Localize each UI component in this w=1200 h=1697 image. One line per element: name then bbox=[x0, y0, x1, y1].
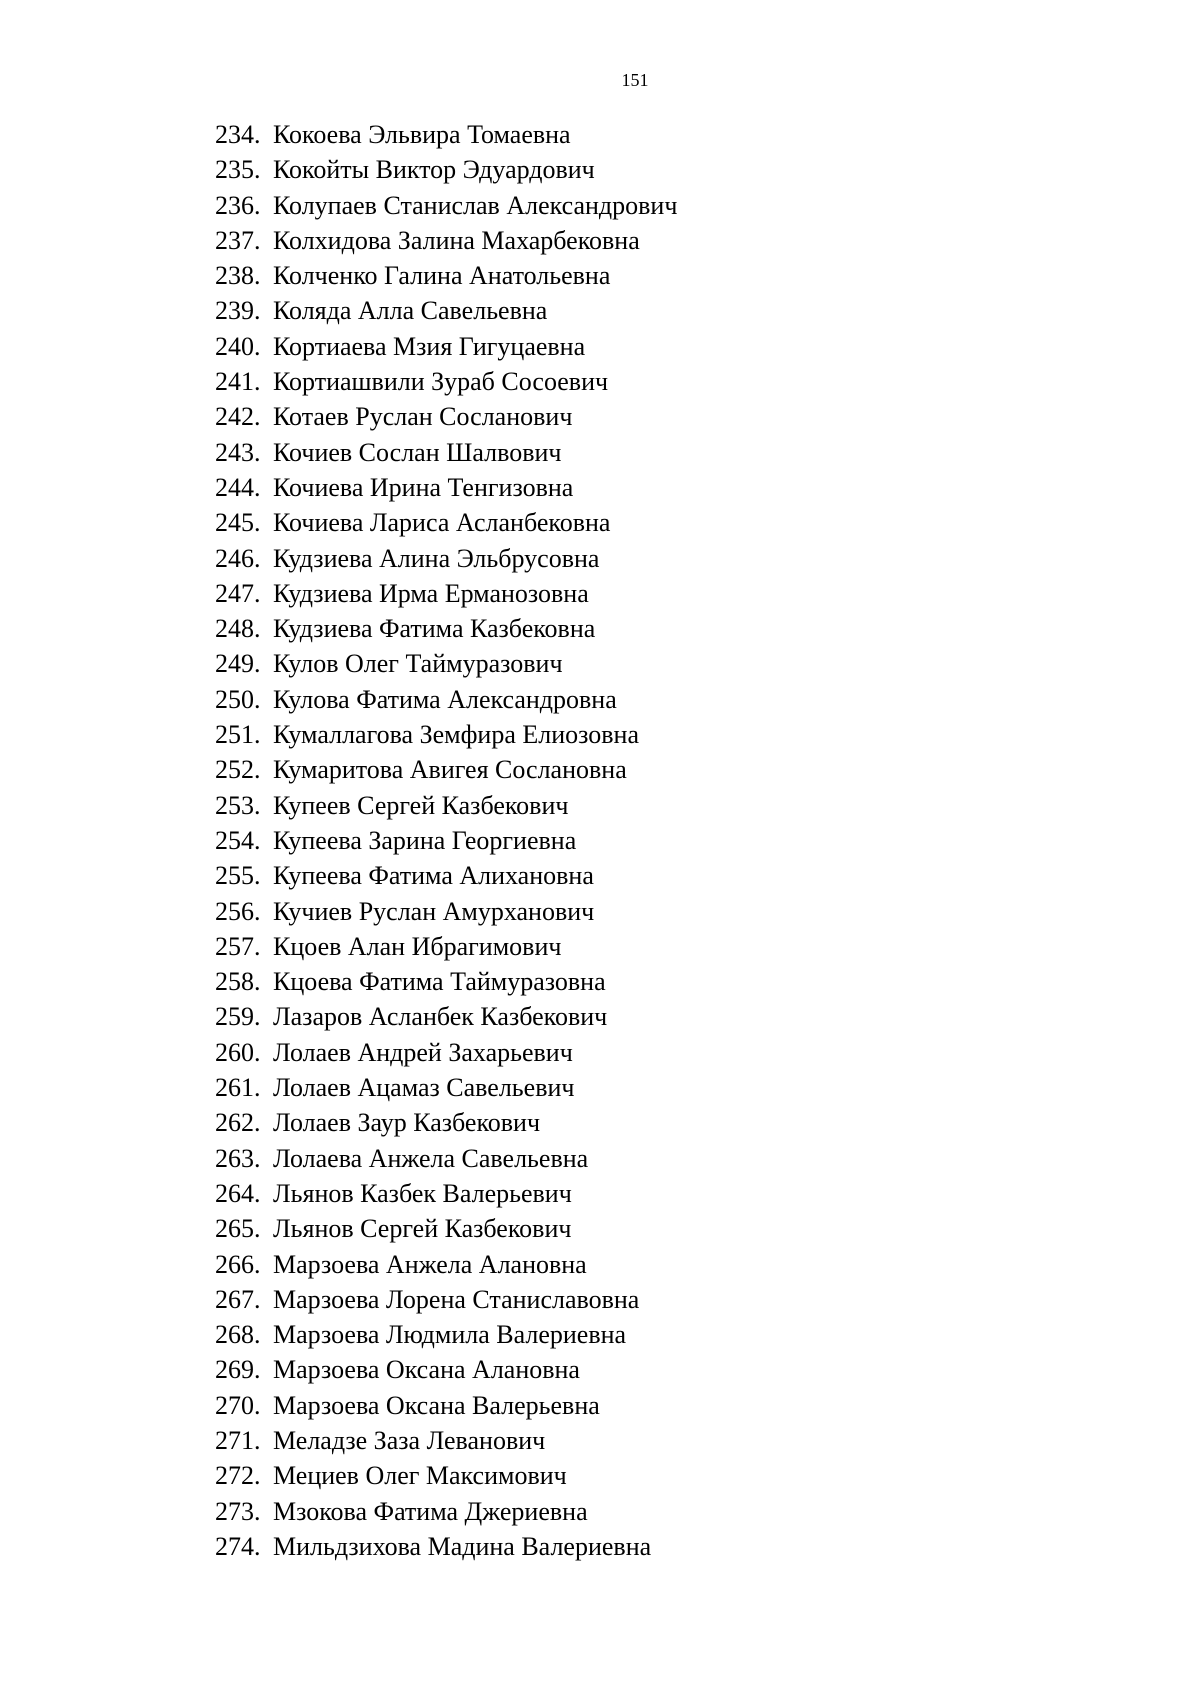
item-number: 245. bbox=[215, 508, 261, 538]
list-item bbox=[215, 646, 677, 681]
person-name: Кудзиева Алина Эльбрусовна bbox=[273, 543, 600, 573]
person-name: Котаев Руслан Сосланович bbox=[273, 402, 573, 432]
person-name: Кудзиева Фатима Казбековна bbox=[273, 614, 596, 644]
item-number: 274. bbox=[215, 1531, 261, 1561]
list-item bbox=[215, 117, 677, 152]
item-number: 264. bbox=[215, 1178, 261, 1208]
list-item bbox=[215, 1176, 677, 1211]
item-number: 262. bbox=[215, 1108, 261, 1138]
person-name: Марзоева Анжела Алановна bbox=[273, 1249, 587, 1279]
list-item bbox=[215, 611, 677, 646]
item-number: 265. bbox=[215, 1214, 261, 1244]
list-item bbox=[215, 1388, 677, 1423]
item-number: 267. bbox=[215, 1284, 261, 1314]
item-number: 249. bbox=[215, 649, 261, 679]
list-item bbox=[215, 541, 677, 576]
person-name: Колхидова Залина Махарбековна bbox=[273, 225, 640, 255]
list-item bbox=[215, 682, 677, 717]
list-item bbox=[215, 929, 677, 964]
list-item bbox=[215, 258, 677, 293]
item-number: 235. bbox=[215, 155, 261, 185]
person-name: Марзоева Лорена Станиславовна bbox=[273, 1284, 640, 1314]
person-name: Кокоева Эльвира Томаевна bbox=[273, 120, 571, 149]
item-number: 237. bbox=[215, 225, 261, 255]
list-item bbox=[215, 964, 677, 999]
person-name: Лолаев Заур Казбекович bbox=[273, 1108, 541, 1138]
item-number: 256. bbox=[215, 896, 261, 926]
item-number: 250. bbox=[215, 684, 261, 714]
person-name: Марзоева Оксана Валерьевна bbox=[273, 1390, 600, 1420]
list-item bbox=[215, 1317, 677, 1352]
person-name: Купеева Фатима Алихановна bbox=[273, 861, 594, 891]
person-name: Колупаев Станислав Александрович bbox=[273, 190, 678, 220]
page-number: 151 bbox=[621, 70, 649, 90]
person-name: Кортиашвили Зураб Сосоевич bbox=[273, 367, 609, 397]
list-item bbox=[215, 1423, 677, 1458]
list-item bbox=[215, 1494, 677, 1529]
item-number: 246. bbox=[215, 543, 261, 573]
item-number: 248. bbox=[215, 614, 261, 644]
person-name: Кудзиева Ирма Ерманозовна bbox=[273, 578, 589, 608]
list-item bbox=[215, 329, 677, 364]
person-name: Мильдзихова Мадина Валериевна bbox=[273, 1531, 652, 1561]
list-item bbox=[215, 188, 677, 223]
person-name: Кочиев Сослан Шалвович bbox=[273, 437, 562, 467]
item-number: 236. bbox=[215, 190, 261, 220]
person-name: Кучиев Руслан Амурханович bbox=[273, 896, 595, 926]
list-item bbox=[215, 752, 677, 787]
person-name: Мециев Олег Максимович bbox=[273, 1461, 567, 1491]
list-item bbox=[215, 858, 677, 893]
item-number: 241. bbox=[215, 367, 261, 397]
person-name: Кулов Олег Таймуразович bbox=[273, 649, 563, 679]
person-name: Купеев Сергей Казбекович bbox=[273, 790, 569, 820]
item-number: 261. bbox=[215, 1073, 261, 1103]
list-item bbox=[215, 435, 677, 470]
list-item bbox=[215, 1458, 677, 1493]
item-number: 263. bbox=[215, 1143, 261, 1173]
item-number: 253. bbox=[215, 790, 261, 820]
item-number: 252. bbox=[215, 755, 261, 785]
list-item bbox=[215, 1352, 677, 1387]
item-number: 239. bbox=[215, 296, 261, 326]
list-item bbox=[215, 717, 677, 752]
list-item bbox=[215, 1247, 677, 1282]
list-item bbox=[215, 788, 677, 823]
person-name: Мзокова Фатима Джериевна bbox=[273, 1496, 588, 1526]
item-number: 243. bbox=[215, 437, 261, 467]
item-number: 272. bbox=[215, 1461, 261, 1491]
person-name: Льянов Сергей Казбекович bbox=[273, 1214, 572, 1244]
person-name: Меладзе Заза Леванович bbox=[273, 1425, 546, 1455]
name-list bbox=[215, 117, 677, 1564]
item-number: 238. bbox=[215, 261, 261, 291]
list-item bbox=[215, 364, 677, 399]
item-number: 251. bbox=[215, 720, 261, 750]
list-item bbox=[215, 1105, 677, 1140]
list-item bbox=[215, 223, 677, 258]
person-name: Лазаров Асланбек Казбекович bbox=[273, 1002, 608, 1032]
list-item bbox=[215, 399, 677, 434]
item-number: 273. bbox=[215, 1496, 261, 1526]
item-number: 269. bbox=[215, 1355, 261, 1385]
item-number: 259. bbox=[215, 1002, 261, 1032]
item-number: 270. bbox=[215, 1390, 261, 1420]
person-name: Марзоева Оксана Алановна bbox=[273, 1355, 580, 1385]
list-item bbox=[215, 1529, 677, 1564]
person-name: Купеева Зарина Георгиевна bbox=[273, 825, 577, 855]
list-item bbox=[215, 1282, 677, 1317]
item-number: 247. bbox=[215, 578, 261, 608]
person-name: Кцоева Фатима Таймуразовна bbox=[273, 967, 606, 997]
list-item bbox=[215, 152, 677, 187]
item-number: 266. bbox=[215, 1249, 261, 1279]
item-number: 254. bbox=[215, 825, 261, 855]
person-name: Коляда Алла Савельевна bbox=[273, 296, 548, 326]
person-name: Кумаритова Авигея Сослановна bbox=[273, 755, 627, 785]
list-item bbox=[215, 894, 677, 929]
person-name: Кочиева Ирина Тенгизовна bbox=[273, 472, 574, 502]
person-name: Лолаева Анжела Савельевна bbox=[273, 1143, 589, 1173]
person-name: Лолаев Ацамаз Савельевич bbox=[273, 1073, 575, 1103]
list-item bbox=[215, 999, 677, 1034]
item-number: 257. bbox=[215, 931, 261, 961]
list-item bbox=[215, 1070, 677, 1105]
person-name: Кокойты Виктор Эдуардович bbox=[273, 155, 595, 185]
list-item bbox=[215, 576, 677, 611]
person-name: Льянов Казбек Валерьевич bbox=[273, 1178, 572, 1208]
item-number: 240. bbox=[215, 331, 261, 361]
list-item bbox=[215, 1211, 677, 1246]
item-number: 258. bbox=[215, 967, 261, 997]
item-number: 234. bbox=[215, 120, 261, 149]
item-number: 244. bbox=[215, 472, 261, 502]
item-number: 242. bbox=[215, 402, 261, 432]
person-name: Кортиаева Мзия Гигуцаевна bbox=[273, 331, 586, 361]
item-number: 255. bbox=[215, 861, 261, 891]
person-name: Кумаллагова Земфира Елиозовна bbox=[273, 720, 640, 750]
person-name: Кцоев Алан Ибрагимович bbox=[273, 931, 562, 961]
list-item bbox=[215, 470, 677, 505]
item-number: 271. bbox=[215, 1425, 261, 1455]
list-item bbox=[215, 1035, 677, 1070]
list-item bbox=[215, 505, 677, 540]
list-item bbox=[215, 1141, 677, 1176]
person-name: Кочиева Лариса Асланбековна bbox=[273, 508, 611, 538]
person-name: Кулова Фатима Александровна bbox=[273, 684, 617, 714]
item-number: 268. bbox=[215, 1320, 261, 1350]
person-name: Марзоева Людмила Валериевна bbox=[273, 1320, 627, 1350]
person-name: Лолаев Андрей Захарьевич bbox=[273, 1037, 573, 1067]
person-name: Колченко Галина Анатольевна bbox=[273, 261, 611, 291]
item-number: 260. bbox=[215, 1037, 261, 1067]
list-item bbox=[215, 293, 677, 328]
list-item bbox=[215, 823, 677, 858]
